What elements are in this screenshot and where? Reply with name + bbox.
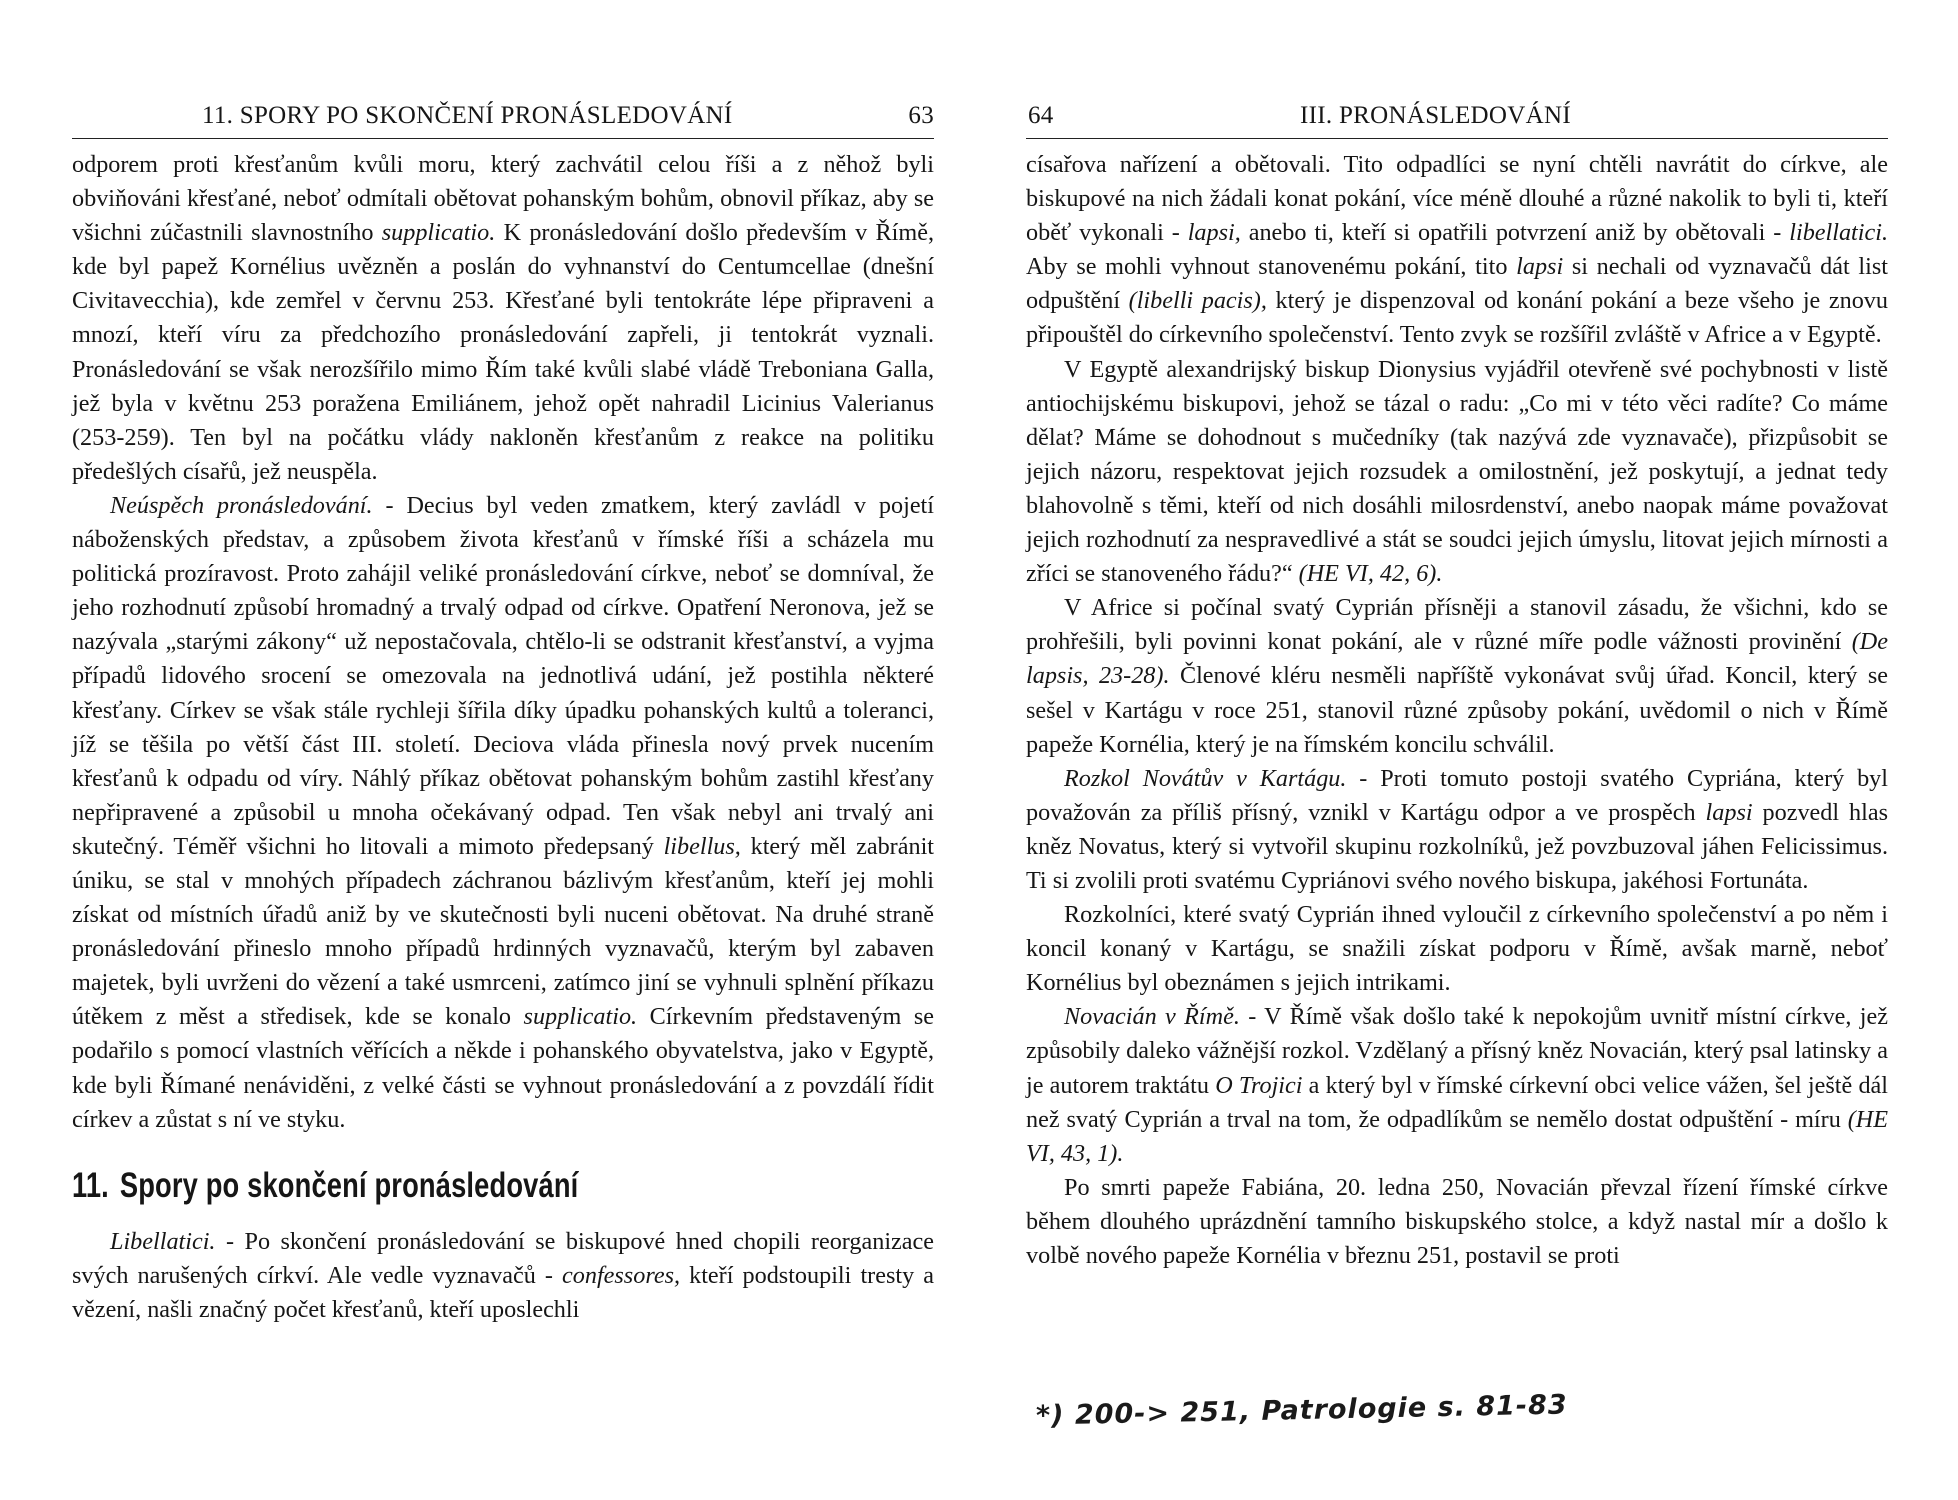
text-run: Po smrti papeže Fabiána, 20. ledna 250, Novacián převzal řízení římské církve během dlouhého uprázdnění tamního biskupského stolce, a když nastal mír a došlo k volbě nového papeže Kornélia v březnu 251, postavil se proti: [1026, 1173, 1888, 1269]
text-run: odporem proti křesťanům kvůli moru, který zachvátil celou říši a z něhož byli obviňováni křesťané, neboť odmítali obětovat pohanským bohům, obnovil příkaz, aby se všichni zúčastnili slavnostního: [72, 151, 934, 247]
text-run: V Africe si počínal svatý Cyprián přísněji a stanovil zásadu, že všichni, kdo se prohřešili, byli povinni konat pokání, ale v různé míře podle vážnosti provinění: [1026, 594, 1888, 656]
text-run: Rozkolníci, které svatý Cyprián ihned vyloučil z církevního společenství a po něm i koncil konaný v Kartágu, se snažili získat podporu v Římě, avšak marně, neboť Kornélius byl obeznámen s jejich intrikami.: [1026, 901, 1888, 997]
italic-text: lapsi: [1705, 798, 1753, 826]
italic-text: (De lapsis, 23-28).: [1026, 628, 1888, 690]
italic-text: (libelli pacis),: [1128, 287, 1267, 315]
italic-text: Neúspěch pronásledování.: [110, 491, 373, 519]
italic-text: lapsi: [1516, 253, 1564, 281]
text-run: - V Římě však došlo také k nepokojům uvnitř místní církve, jež způsobily daleko vážnější rozkol. Vzdělaný a přísný kněz Novacián, který psal latinsky a je autorem traktátu: [1026, 1003, 1888, 1099]
running-head-left: [72, 102, 934, 139]
paragraph: [1026, 591, 1888, 761]
paragraph: [1026, 1000, 1888, 1170]
text-run: anebo ti, kteří si opatřili potvrzení aniž by obětovali -: [1240, 219, 1790, 247]
chapter-heading: [72, 1165, 744, 1205]
paragraphs-after-heading: [72, 1225, 934, 1327]
right-page: [979, 0, 1958, 1500]
text-run: který je dispenzoval od konání pokání a beze všeho je znovu připouštěl do církevního společenství. Tento zvyk se rozšířil zvláště v Africe a v Egyptě.: [1026, 287, 1888, 349]
page-number: 64: [1028, 102, 1054, 129]
italic-text: lapsi,: [1187, 219, 1241, 247]
running-head-right: [1026, 102, 1888, 139]
paragraph: [1026, 1171, 1888, 1273]
text-run: - Decius byl veden zmatkem, který zavládl v pojetí náboženských představ, a způsobem života křesťanů v římské říši a scházela mu politická prozíravost. Proto zahájil veliké pronásledování církve, neboť se domníval, že jeho rozhodnutí způsobí hromadný a trvalý odpad od církve. Opatření Neronova, jež se nazývala „starými zákony“ už nepostačovala, chtělo-li se odstranit křesťanství, a vyjma případů lidového srocení se omezovala na jednotlivá udání, jež postihla některé křesťany. Církev se však stále rychleji šířila díky úpadku pohanských kultů a toleranci, jíž se těšila po větší část III. století. Deciova vláda přinesla nový prvek nucením křesťanů k odpadu od víry. Náhlý příkaz obětovat pohanským bohům zastihl křesťany nepřipravené a způsobil u mnoha očekávaný odpad. Ten však nebyl ani trvalý ani skutečný. Téměř všichni ho litovali a mimoto předepsaný: [72, 491, 934, 860]
paragraph: [72, 148, 934, 489]
italic-text: (HE VI, 42, 6).: [1298, 560, 1443, 588]
text-column-right: [1026, 148, 1888, 1273]
paragraph: [72, 1225, 934, 1327]
text-run: Církevním představeným se podařilo s pomocí vlastních věřících a někde i pohanského obyvatelstva, jako v Egyptě, kde byli Římané nenáviděni, z velké části se vyhnout pronásledování a z povzdálí řídit církev a zůstat s ní ve styku.: [72, 1003, 934, 1133]
paragraph: [1026, 762, 1888, 898]
text-run: V Egyptě alexandrijský biskup Dionysius vyjádřil otevřeně své pochybnosti v listě antiochijskému biskupovi, jehož se tázal o radu: „Co mi v této věci radíte? Co máme dělat? Máme se dohodnout s mučedníky (tak nazývá zde vyznavače), přizpůsobit se jejich názoru, respektovat jejich rozsudek a omilostnění, jež poskytují, a jednat tedy blahovolně s těmi, kteří od nich dosáhli milosrdenství, anebo naopak máme považovat jejich rozhodnutí za nespravedlivé a stát se soudci jejich úmyslu, litovat jejich mírnosti a zříci se stanoveného řádu?“: [1026, 355, 1888, 588]
page-number: 63: [908, 102, 934, 129]
italic-text: confessores,: [562, 1261, 681, 1289]
italic-text: Libellatici.: [110, 1227, 216, 1255]
paragraph: [72, 489, 934, 1137]
italic-text: supplicatio.: [523, 1003, 638, 1031]
paragraph: [1026, 353, 1888, 592]
paragraphs-before-heading: [72, 148, 934, 1137]
text-column-left: [72, 148, 934, 1327]
text-run: Aby se mohli vyhnout stanovenému pokání, tito: [1026, 253, 1517, 281]
text-run: K pronásledování došlo především v Římě, kde byl papež Kornélius uvězněn a poslán do vyhnanství do Centumcellae (dnešní Civitavecchia), kde zemřel v červnu 253. Křesťané byli tentokráte lépe připraveni a mnozí, kteří víru za předchozího pronásledování zapřeli, ji tentokrát vyznali. Pronásledování se však nerozšířilo mimo Řím také kvůli slabé vládě Treboniana Galla, jež byla v květnu 253 poražena Emiliánem, jehož opět nahradil Licinius Valerianus (253-259). Ten byl na počátku vlády nakloněn křesťanům z reakce na politiku předešlých císařů, jež neuspěla.: [72, 219, 935, 485]
text-run: a který byl v římské církevní obci velice vážen, šel ještě dál než svatý Cyprián a trval na tom, že odpadlíkům se nemělo dostat odpuštění - míru: [1026, 1071, 1888, 1133]
chapter-title: Spory po skončení pronásledování: [119, 1165, 579, 1205]
text-run: si nechali od vyznavačů dát list odpuštění: [1026, 253, 1888, 315]
running-head-title: 11. SPORY PO SKONČENÍ PRONÁSLEDOVÁNÍ: [202, 102, 733, 129]
italic-text: Rozkol Novátův v Kartágu.: [1064, 764, 1347, 792]
italic-text: O Trojici: [1215, 1071, 1303, 1099]
chapter-number: 11.: [72, 1165, 109, 1205]
italic-text: libellatici.: [1789, 219, 1888, 247]
text-run: Členové kléru nesměli napříště vykonávat svůj úřad. Koncil, který se sešel v Kartágu v roce 251, stanovil různé způsoby pokání, uvědomil o nich v Římě papeže Kornélia, který je na římském koncilu schválil.: [1026, 662, 1888, 758]
italic-text: supplicatio.: [381, 219, 496, 247]
paragraph: [1026, 148, 1888, 353]
text-run: - Proti tomuto postoji svatého Cypriána, který byl považován za příliš přísný, vznikl v Kartágu odpor a ve prospěch: [1026, 764, 1888, 826]
paragraph: [1026, 898, 1888, 1000]
italic-text: Novacián v Římě.: [1064, 1003, 1240, 1031]
text-run: pozvedl hlas kněz Novatus, který si vytvořil skupinu rozkolníků, jež povzbuzoval jáhen Felicissimus. Ti si zvolili proti svatému Cypriánovi svého nového biskupa, jakéhosi Fortunáta.: [1026, 798, 1888, 894]
running-head-title: III. PRONÁSLEDOVÁNÍ: [1300, 102, 1571, 129]
text-run: kteří podstoupili tresty a vězení, našli značný počet křesťanů, kteří uposlechli: [72, 1261, 934, 1323]
italic-text: libellus,: [663, 832, 741, 860]
text-run: - Po skončení pronásledování se biskupové hned chopili reorganizace svých narušených církví. Ale vedle vyznavačů -: [72, 1227, 934, 1289]
handwritten-note: *) 200-> 251, Patrologie s. 81-83: [1035, 1389, 1568, 1432]
text-run: který měl zabránit úniku, se stal v mnohých případech záchranou bázlivým křesťanům, kteří jej mohli získat od místních úřadů aniž by ve skutečnosti byli nuceni obětovat. Na druhé straně pronásledování přineslo mnoho případů hrdinných vyznavačů, kterým byl zabaven majetek, byli uvrženi do vězení a také usmrceni, zatímco jiní se vyhnuli splnění příkazu útěkem z měst a středisek, kde se konalo: [72, 832, 935, 1031]
paragraphs: [1026, 148, 1888, 1273]
italic-text: (HE VI, 43, 1).: [1026, 1105, 1888, 1167]
text-run: císařova nařízení a obětovali. Tito odpadlíci se nyní chtěli navrátit do církve, ale biskupové na nich žádali konat pokání, více méně dlouhé a různé nakolik to byli ti, kteří oběť vykonali -: [1026, 151, 1888, 247]
